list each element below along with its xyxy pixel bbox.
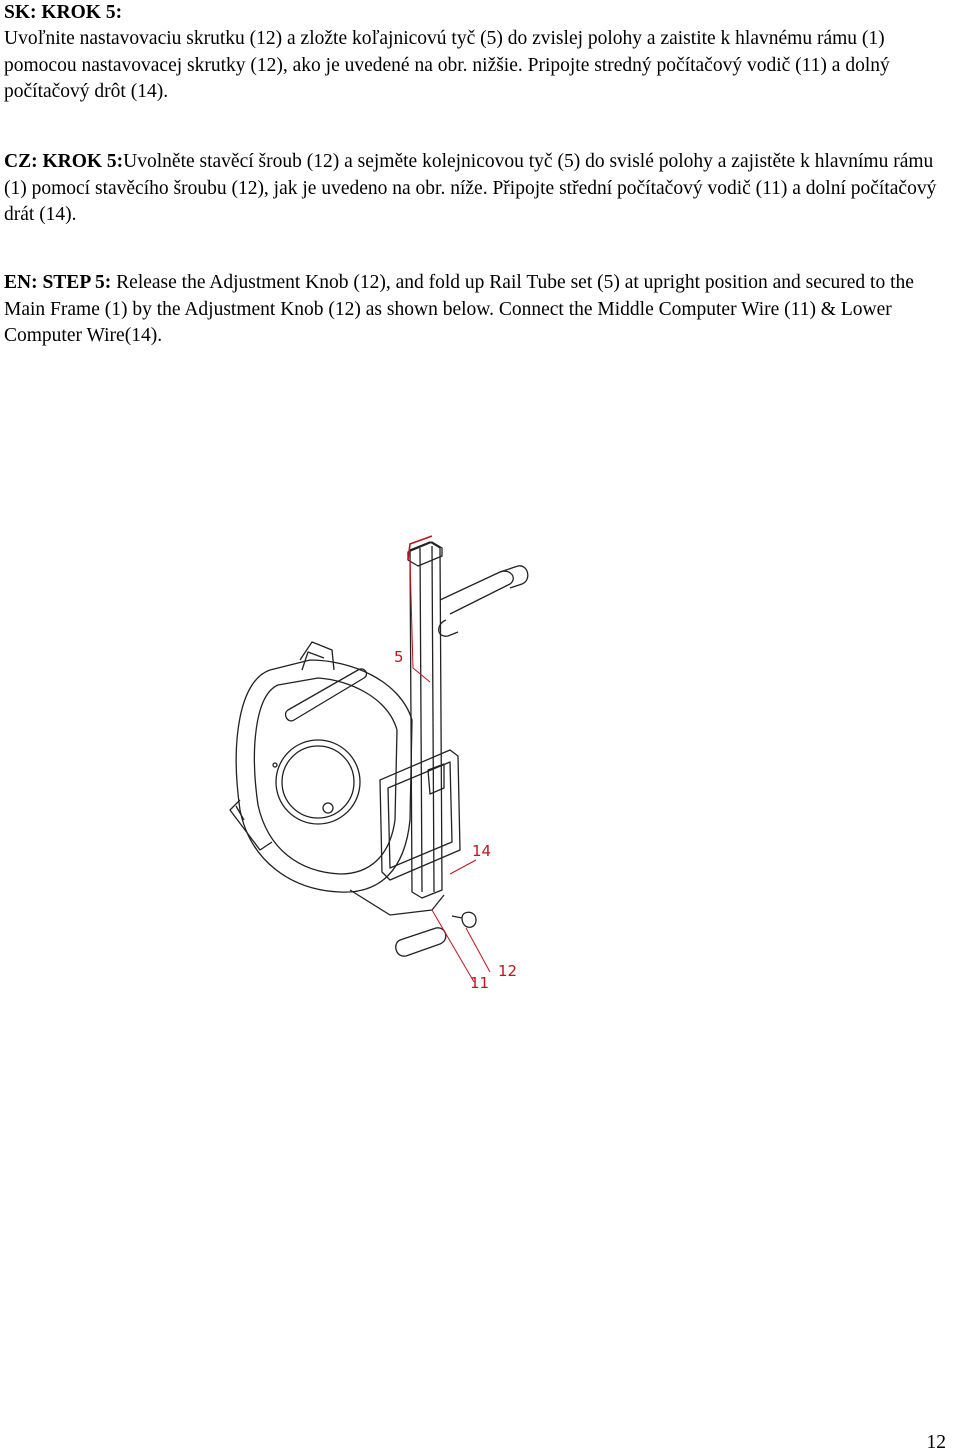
assembly-diagram [200, 520, 560, 1000]
en-instruction-text: Release the Adjustment Knob (12), and fold up Rail Tube set (5) at upright position and secured to the Main Frame (1) by the Adjustment Knob (12) as shown below. Connect the Middle Computer Wire (11) & Lower Computer Wire(14). [4, 272, 914, 346]
rail-tube [410, 542, 442, 898]
lower-wire-leader [450, 860, 476, 874]
en-instruction-block [4, 270, 954, 350]
front-frame-block [380, 750, 460, 880]
cz-instruction-block [4, 149, 954, 229]
sk-heading: SK: KROK 5: [4, 2, 123, 23]
cz-instruction-text: Uvolněte stavěcí šroub (12) a sejměte kolejnicovou tyč (5) do svislé polohy a zajistěte k hlavnímu rámu (1) pomocí stavěcího šroubu (12), jak je uvedeno na obr. níže. Připojte střední počítačový vodič (11) a dolní počítačový drát (14). [4, 151, 937, 225]
callout-knob: 12 [498, 962, 518, 980]
middle-wire-leader [432, 910, 474, 982]
callout-middle-wire: 11 [470, 974, 490, 992]
adjustment-knob [462, 912, 476, 927]
page-number: 12 [926, 1432, 946, 1453]
callout-lower-wire: 14 [472, 842, 492, 860]
knob-leader [466, 928, 490, 972]
flywheel-disc [276, 740, 360, 824]
front-wheel [396, 928, 446, 956]
sk-instruction-text: Uvoľnite nastavovaciu skrutku (12) a zložte koľajnicovú tyč (5) do zvislej polohy a zaistite k hlavnému rámu (1) pomocou nastavovacej skrutky (12), ako je uvedené na obr. nižšie. Pripojte stredný počítačový vodič (11) a dolný počítačový drôt (14). [4, 28, 890, 102]
cz-heading: CZ: KROK 5: [4, 151, 124, 172]
seat-handle [286, 669, 367, 721]
callout-rail-tube: 5 [394, 648, 404, 666]
top-roller-bar [440, 571, 513, 614]
en-heading: EN: STEP 5: [4, 272, 112, 293]
assembly-drawing [200, 520, 560, 1000]
main-frame-housing [236, 660, 412, 892]
